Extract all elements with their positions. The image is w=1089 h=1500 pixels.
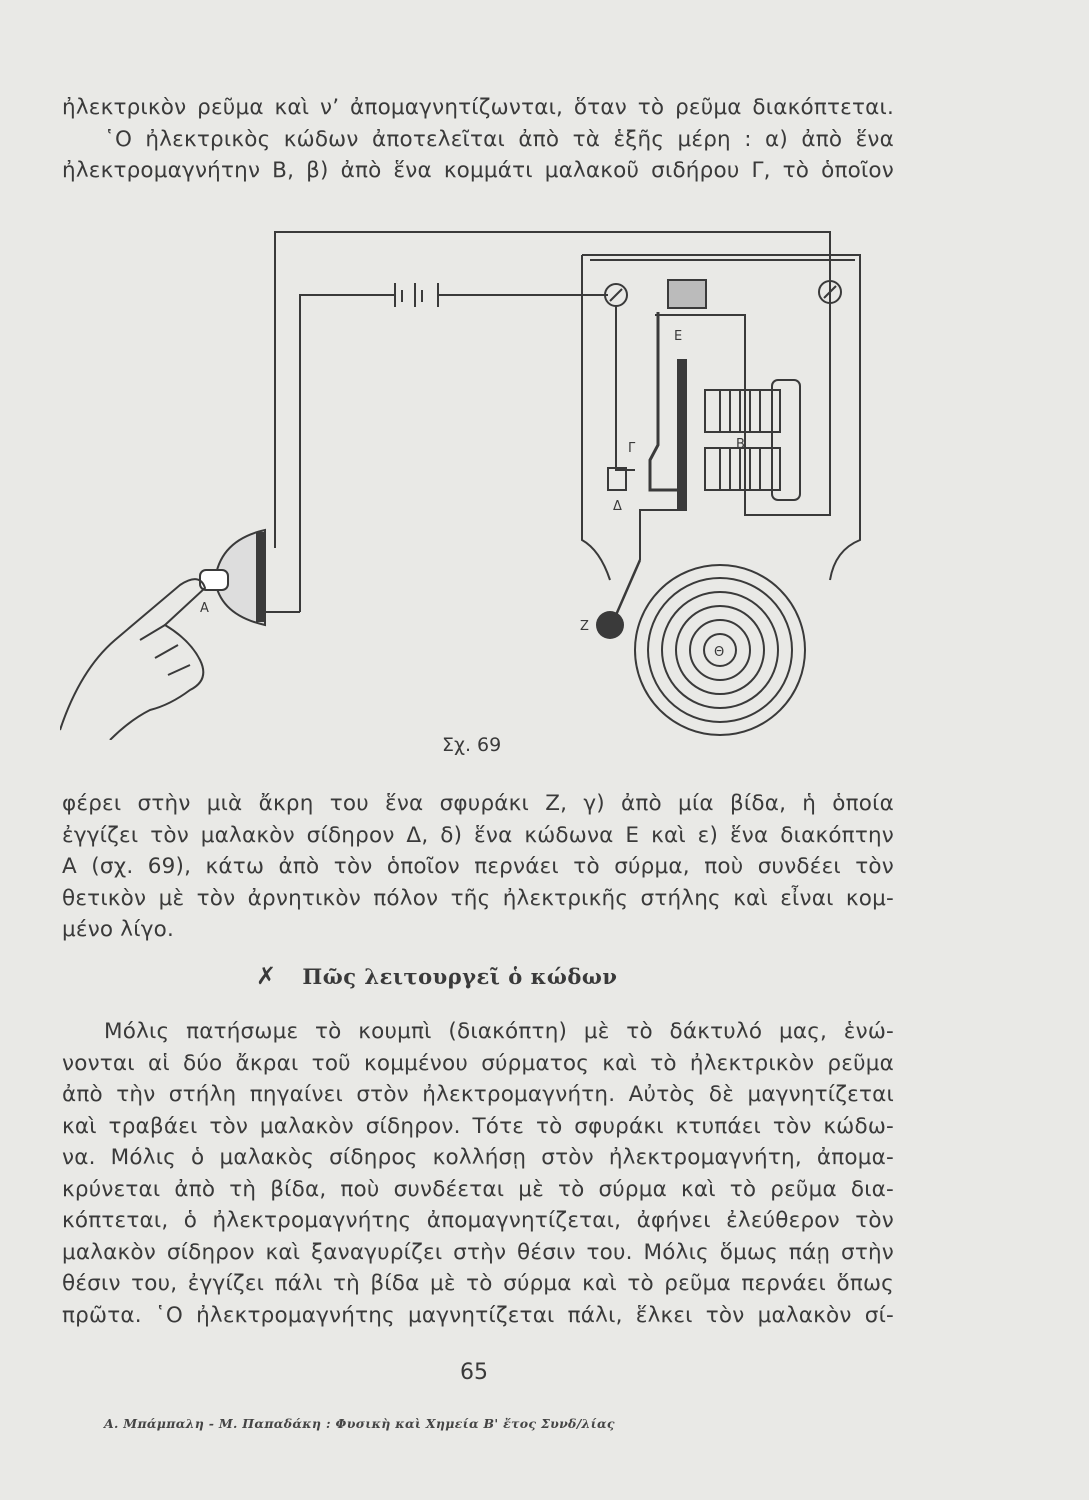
book-footer: Α. Μπάμπαλη - Μ. Παπαδάκη : Φυσικὴ καὶ Χημεία Β' ἔτος Συνδ/λίας bbox=[104, 1416, 615, 1431]
paragraph-line: ἠλεκτρομαγνήτην Β, β) ἀπὸ ἕνα κομμάτι μαλακοῦ σιδήρου Γ, τὸ ὁποῖον bbox=[62, 158, 894, 183]
paragraph-line: κόπτεται, ὁ ἠλεκτρομαγνήτης ἀπομαγνητίζεται, ἀφήνει ἐλεύθερον τὸν bbox=[62, 1208, 894, 1233]
label-z: Z bbox=[580, 619, 589, 634]
label-a: A bbox=[200, 601, 209, 616]
paragraph-line: ῾Ο ἠλεκτρικὸς κώδων ἀποτελεῖται ἀπὸ τὰ ἑξῆς μέρη : α) ἀπὸ ἕνα bbox=[104, 126, 894, 152]
label-gamma: Γ bbox=[628, 441, 636, 456]
paragraph-line: να. Μόλις ὁ μαλακὸς σίδηρος κολλήσῃ στὸν ἠλεκτρομαγνήτη, ἀπομα- bbox=[62, 1145, 894, 1170]
margin-mark: ✗ bbox=[256, 962, 277, 990]
paragraph-line: φέρει στὴν μιὰ ἄκρη του ἕνα σφυράκι Ζ, γ) ἀπὸ μία βίδα, ἡ ὁποία bbox=[62, 791, 894, 816]
page-number: 65 bbox=[460, 1360, 488, 1385]
paragraph-line: καὶ τραβάει τὸν μαλακὸν σίδηρον. Τότε τὸ σφυράκι κτυπάει τὸν κώδω- bbox=[62, 1113, 894, 1139]
figure-caption: Σχ. 69 bbox=[442, 734, 502, 756]
paragraph-line: θέσιν του, ἐγγίζει πάλι τὴ βίδα μὲ τὸ σύρμα καὶ τὸ ρεῦμα περνάει ὅπως bbox=[62, 1271, 894, 1296]
paragraph-line: ἠλεκτρικὸν ρεῦμα καὶ ν’ ἀπομαγνητίζωνται, ὅταν τὸ ρεῦμα διακόπτεται. bbox=[62, 95, 894, 120]
left-wire bbox=[300, 295, 395, 612]
label-delta: Δ bbox=[613, 499, 622, 514]
label-b: B bbox=[736, 437, 745, 452]
electric-bell-diagram bbox=[60, 220, 880, 740]
paragraph-line: μένο λίγο. bbox=[62, 917, 175, 942]
paragraph-line: θετικὸν μὲ τὸν ἀρνητικὸν πόλον τῆς ἠλεκτρικῆς στήλης καὶ εἶναι κομ- bbox=[62, 885, 894, 911]
label-theta: Θ bbox=[714, 645, 725, 660]
paragraph-line: ἀπὸ τὴν στήλη πηγαίνει στὸν ἠλεκτρομαγνήτη. Αὐτὸς δὲ μαγνητίζεται bbox=[62, 1082, 894, 1107]
label-e: E bbox=[674, 329, 683, 344]
paragraph-line: νονται αἱ δύο ἄκραι τοῦ κομμένου σύρματος καὶ τὸ ἠλεκτρικὸν ρεῦμα bbox=[62, 1050, 894, 1076]
paragraph-line: μαλακὸν σίδηρον καὶ ξαναγυρίζει στὴν θέσιν του. Μόλις ὅμως πάῃ στὴν bbox=[62, 1239, 894, 1265]
paragraph-line: Μόλις πατήσωμε τὸ κουμπὶ (διακόπτη) μὲ τὸ δάκτυλό μας, ἑνώ- bbox=[104, 1019, 894, 1044]
paragraph-line: πρῶτα. ῾Ο ἠλεκτρομαγνήτης μαγνητίζεται πάλι, ἕλκει τὸν μαλακὸν σί- bbox=[62, 1302, 894, 1328]
top-paragraph bbox=[62, 92, 894, 187]
hammer-head bbox=[596, 611, 624, 639]
bottom-paragraph bbox=[62, 1016, 894, 1331]
middle-paragraph bbox=[62, 788, 894, 946]
hand bbox=[60, 579, 205, 740]
paragraph-line: Α (σχ. 69), κάτω ἀπὸ τὸν ὁποῖον περνάει τὸ σύρμα, ποὺ συνδέει τὸν bbox=[62, 854, 894, 879]
section-heading bbox=[256, 962, 676, 990]
section-title: Πῶς λειτουργεῖ ὁ κώδων bbox=[302, 964, 618, 989]
paragraph-line: ἐγγίζει τὸν μαλακὸν σίδηρον Δ, δ) ἕνα κώδωνα Ε καὶ ε) ἕνα διακόπτην bbox=[62, 822, 894, 848]
paragraph-line: κρύνεται ἀπὸ τὴ βίδα, ποὺ συνδέεται μὲ τὸ σύρμα καὶ τὸ ρεῦμα δια- bbox=[62, 1176, 894, 1202]
